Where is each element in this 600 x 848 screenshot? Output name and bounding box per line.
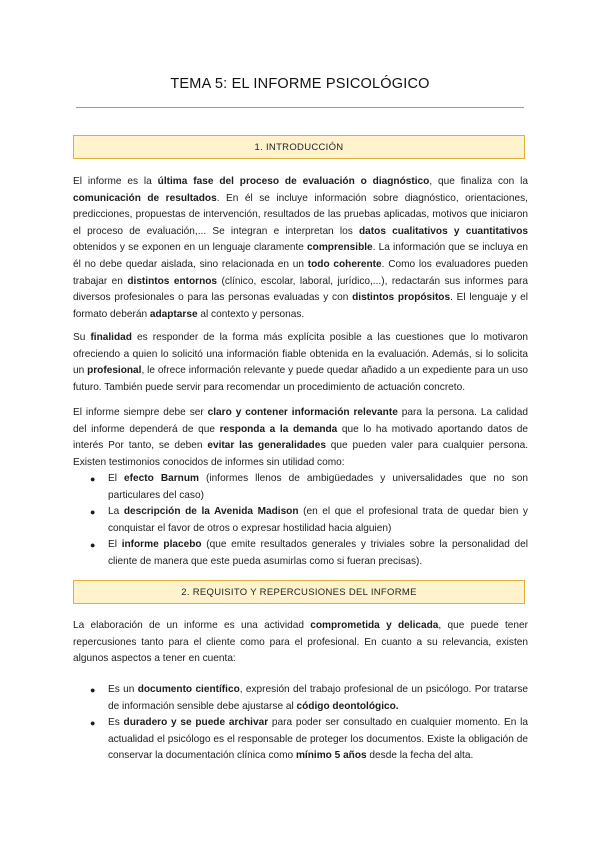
text-run: El <box>108 539 122 551</box>
text-run: . El lenguaje y el formato deberán <box>73 292 529 320</box>
bold-text-run: comprometida y delicada <box>310 620 439 631</box>
bold-text-run: evitar las generalidades <box>207 440 326 452</box>
text-run: , le ofrece información relevante y puede quedar añadido a un expediente para un uso futuro. También puede servir para recomendar un procedimiento de actuación concreto. <box>73 365 528 393</box>
list-item-text <box>108 473 528 501</box>
bold-text-run: finalidad <box>90 332 132 343</box>
bold-text-run: responda a la demanda <box>219 423 338 435</box>
bold-text-run: distintos entornos <box>127 275 218 287</box>
text-run: es responder de la forma más explícita posible a las cuestiones que lo motivaron ofreciendo a quien lo solicitó una información fiable obtenida en la evaluación. Además, si lo solicita un <box>73 332 528 377</box>
text-run: (en el que el profesional trata de quedar bien y conquistar el favor de otros o expresar hostilidad hacia alguien) <box>108 506 528 534</box>
text-run: al contexto y personas. <box>197 308 305 320</box>
requisito-bullet-list <box>73 682 528 765</box>
text-run: para la persona. La calidad del informe dependerá de que <box>73 407 528 435</box>
text-run: . Como los evaluadores pueden trabajar en <box>73 258 529 287</box>
bold-text-run: profesional <box>87 365 142 377</box>
bold-text-run: informe placebo <box>121 539 202 551</box>
section-heading-requisito <box>73 580 525 604</box>
requisito-paragraph-1 <box>73 618 528 668</box>
bullet-icon: ● <box>90 685 96 695</box>
text-run: , que finaliza con la <box>429 176 529 187</box>
bullet-icon: ● <box>90 474 96 484</box>
text-run: Es <box>108 717 124 729</box>
list-item-text <box>108 506 528 534</box>
bold-text-run: todo coherente <box>307 258 382 270</box>
bold-text-run: datos cualitativos y cuantitativos <box>359 225 528 237</box>
bold-text-run: descripción de la Avenida Madison <box>123 506 299 518</box>
intro-paragraph-2 <box>73 330 528 396</box>
text-run: desde la fecha del alta. <box>366 750 474 762</box>
intro-paragraph-1 <box>73 174 528 323</box>
text-run: , que puede tener repercusiones tanto para el cliente como para el profesional. En cuanto a su relevancia, existen algunos aspectos a tener en cuenta: <box>73 620 528 665</box>
bold-text-run: mínimo 5 años <box>295 750 367 762</box>
text-run: (que emite resultados generales y triviales sobre la personalidad del cliente de manera que este pueda asumirlas como si fueran precisas). <box>108 539 528 567</box>
text-run: (informes llenos de ambigüedades y universalidades que no son particulares del caso) <box>108 473 529 501</box>
bold-text-run: última fase del proceso de evaluación o diagnóstico <box>157 176 430 187</box>
text-run: obtenidos y se exponen en un lenguaje claramente <box>73 242 308 254</box>
list-item-text <box>108 684 528 712</box>
text-run: . La información que se incluya en él no debe quedar aislada, sino relacionada en un <box>73 242 528 270</box>
text-run: Es un <box>108 684 138 695</box>
bold-text-run: adaptarse <box>149 308 198 320</box>
text-run: que pueden valer para cualquier persona. Existen testimonios conocidos de informes sin utilidad como: <box>73 440 528 468</box>
page-title: TEMA 5: EL INFORME PSICOLÓGICO <box>170 76 430 92</box>
bullet-icon: ● <box>90 718 96 729</box>
bold-text-run: documento científico <box>137 684 240 695</box>
list-item <box>73 715 528 765</box>
bold-text-run: claro y contener información relevante <box>207 407 398 418</box>
intro-paragraph-3 <box>73 405 528 471</box>
list-item-text <box>108 717 528 761</box>
bold-text-run: comprensible <box>307 242 373 254</box>
bullet-icon: ● <box>90 507 96 518</box>
text-run: El informe es la <box>73 176 158 187</box>
text-run: , expresión del trabajo profesional de un psicólogo. Por tratarse de información sensible debe ajustarse al <box>108 684 528 712</box>
text-run: . En él se incluye información sobre diagnóstico, orientaciones, predicciones, propuestas de intervención, resultados de las pruebas aplicadas, motivos que iniciaron el proceso de evaluación,... Se integran e interpretan los <box>73 192 528 237</box>
text-run: (clínico, escolar, laboral, jurídico,...), redactarán sus informes para diversos profesionales o para las personas evaluadas y con <box>73 275 529 304</box>
bold-text-run: distintos propósitos <box>352 292 451 304</box>
section-heading-label: 2. REQUISITO Y REPERCUSIONES DEL INFORME <box>181 586 417 598</box>
section-heading-introduccion <box>73 135 525 159</box>
text-run: El informe siempre debe ser <box>73 407 208 418</box>
text-run: El <box>108 473 125 484</box>
text-run: Su <box>73 332 91 343</box>
text-run: La elaboración de un informe es una actividad <box>73 620 311 631</box>
list-item <box>73 537 528 570</box>
text-run: que lo ha motivado aportando datos de interés Por tanto, se deben <box>73 423 528 452</box>
bullet-icon: ● <box>90 540 96 551</box>
list-item <box>73 504 528 537</box>
bold-text-run: comunicación de resultados <box>73 192 217 204</box>
list-item <box>73 471 528 504</box>
bold-text-run: código deontológico. <box>296 700 399 712</box>
title-divider <box>76 107 524 108</box>
intro-bullet-list <box>73 471 528 571</box>
list-item <box>73 682 528 715</box>
list-item-text <box>108 539 528 567</box>
text-run: para poder ser consultado en cualquier momento. En la actualidad el psicólogo es el responsable de proteger los documentos. Existe la obligación de conservar la documentación clínica como <box>108 717 528 762</box>
section-heading-label: 1. INTRODUCCIÓN <box>254 141 344 153</box>
bold-text-run: duradero y se puede archivar <box>123 717 269 729</box>
bold-text-run: efecto Barnum <box>124 473 199 484</box>
text-run: La <box>108 506 124 518</box>
